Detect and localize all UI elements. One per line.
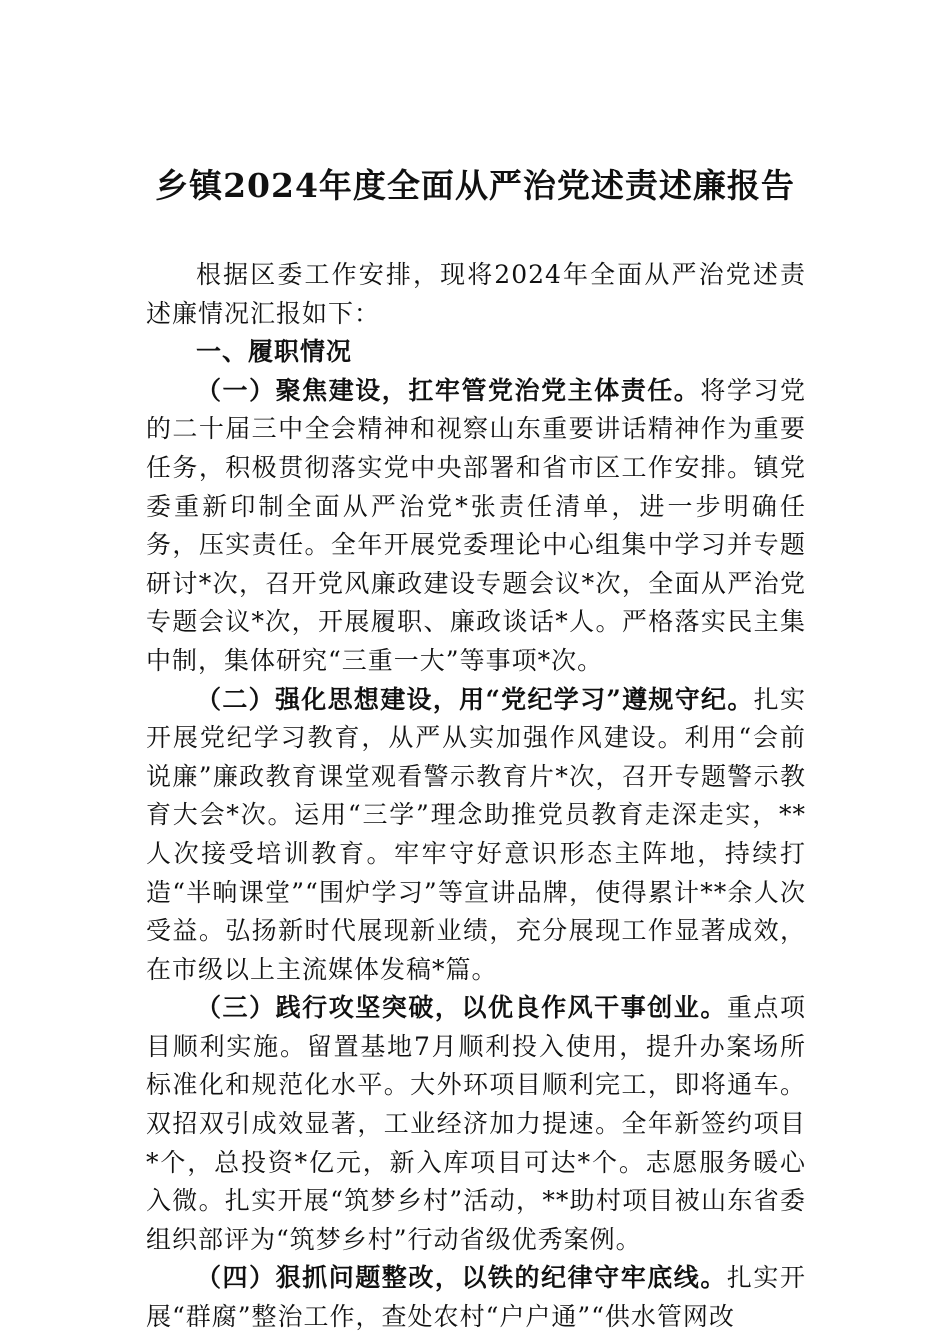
paragraph-4: [146, 1259, 806, 1336]
document-title: 乡镇2024年度全面从严治党述责述廉报告: [155, 166, 795, 205]
paragraph-text: 重点项目顺利实施。留置基地7月顺利投入使用，提升办案场所标准化和规范化水平。大外环项目顺利完工，即将通车。双招双引成效显著，工业经济加力提速。全年新签约项目*个，总投资*亿元，新入库项目可达*个。志愿服务暖心入微。扎实开展“筑梦乡村”活动，**助村项目被山东省委组织部评为“筑梦乡村”行动省级优秀案例。: [146, 993, 806, 1254]
paragraph-lead: （三）践行攻坚突破，以优良作风干事创业。: [196, 993, 727, 1023]
section-heading: 一、履职情况: [196, 337, 353, 367]
paragraph-3: [146, 989, 806, 1259]
paragraph-text: 扎实开展“群腐”整治工作，查处农村“户户通”“供水管网改: [146, 1263, 806, 1332]
paragraph-text: 扎实开展党纪学习教育，从严从实加强作风建设。利用“会前说廉”廉政教育课堂观看警示教育片*次，召开专题警示教育大会*次。运用“三学”理念助推党员教育走深走实，**人次接受培训教育。牢牢守好意识形态主阵地，持续打造“半晌课堂”“围炉学习”等宣讲品牌，使得累计**余人次受益。弘扬新时代展现新业绩，充分展现工作显著成效，在市级以上主流媒体发稿*篇。: [146, 684, 806, 984]
paragraph-2: [146, 681, 806, 990]
document-body: [146, 256, 806, 1337]
paragraph-lead: （四）狠抓问题整改，以铁的纪律守牢底线。: [196, 1263, 727, 1293]
paragraph-lead: （一）聚焦建设，扛牢管党治党主体责任。: [196, 375, 701, 405]
intro-paragraph: 根据区委工作安排，现将2024年全面从严治党述责述廉情况汇报如下：: [146, 260, 806, 328]
paragraph-1: [146, 372, 806, 681]
paragraph-text: 将学习党的二十届三中全会精神和视察山东重要讲话精神作为重要任务，积极贯彻落实党中央部署和省市区工作安排。镇党委重新印制全面从严治党*张责任清单，进一步明确任务，压实责任。全年开展党委理论中心组集中学习并专题研讨*次，召开党风廉政建设专题会议*次，全面从严治党专题会议*次，开展履职、廉政谈话*人。严格落实民主集中制，集体研究“三重一大”等事项*次。: [146, 375, 806, 675]
paragraph-lead: （二）强化思想建设，用“党纪学习”遵规守纪。: [196, 684, 754, 714]
